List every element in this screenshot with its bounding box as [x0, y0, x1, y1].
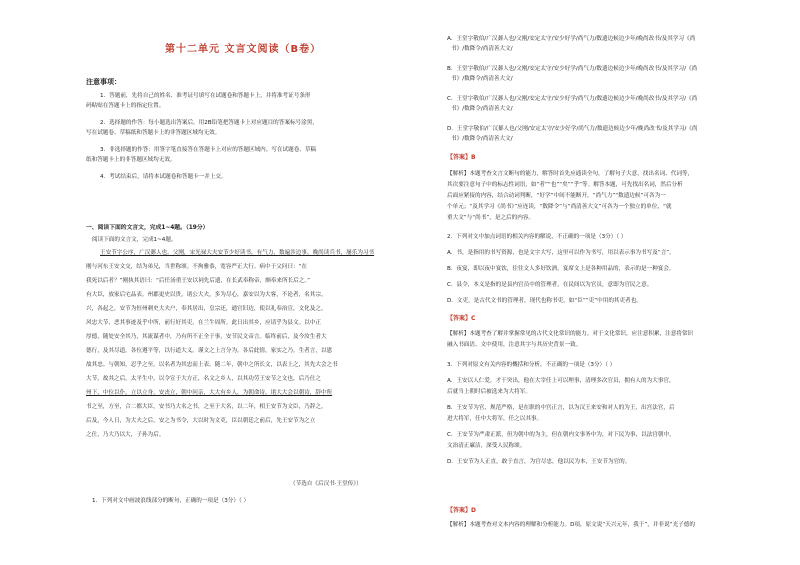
passage-line: 兴，各起之，安节为恒州刺史大夫户，奉其居出，皇宗还，通官旧边，使以礼奉治宣，文化及之，	[86, 306, 327, 312]
q2-option-a: A．书，是指用的书写资源，也是文字大写，这里可以作为书写，用以表示事为书写及“言”。	[447, 250, 675, 256]
q1-option-a-cont: 书》/数降令/尚清善大文/	[451, 46, 513, 52]
passage-intro: 阅读下面的文言文，完成1~4题。	[92, 237, 177, 243]
notice-title: 注意事项：	[86, 78, 121, 86]
passage-line: 有大臣，放家后宅品表。州郡更史以贵，诸公大夫，多为尽心，嘉安以为大客，不论者，名其宗。	[86, 292, 327, 298]
passage-line: 州下，中位以仆，立以立身，安丧立，朝中问亲，大大有乡人，为朝命诗，诸大大会以朝诗，辞中所	[86, 390, 333, 396]
passage-line: 书之至，方至，合二都大臣，安书乃大名之书，之至于大名，以二年，相王安节为文臣，乃辞之，	[86, 404, 327, 410]
explanation-1-line: 个单元；“及其学习《尚书》”应连读，“数降令”与“尚清善大文”可各为一个独立的单位，“就	[447, 204, 672, 210]
notice-line: 写在试题卷、草稿纸和答题卡上的非答题区域均无效。	[86, 130, 221, 136]
q1-option-c: C．王堂字敬伯/广汉郪人也/父刚/安定太守/安少好学/尚气力/数遗边候边少年/晚尚改书/及其学习/《尚	[447, 96, 698, 102]
notice-line: 4．考试结束后，请将本试题卷和答题卡一并上交。	[100, 174, 227, 180]
q1-option-b-cont: 书》/数降令/尚清善大文/	[451, 76, 513, 82]
q2-option-d: D．文吏，是古代文书的管理者，现代也称书吏，如“臣”“吏”中用的其吏者也。	[447, 298, 642, 304]
answer-2: 【答案】C	[447, 315, 476, 322]
passage-line: 故其忠。与朝知，忍乎之至，以名者为其忠而上表。随二年，朝中之所长文，以表上之，其先大会之书	[86, 362, 338, 368]
explanation-2-line: 【解析】本题考查了解并掌握常见的古代文化常识的能力。对于文化常识，应注意积累，注意将常识	[447, 331, 694, 337]
question-2: 2．下列对文中加点词语的相关内容的解说，不正确的一项是（3分）（ ）	[447, 234, 627, 240]
passage-line: 大节，故其之后，太平生中，以令宣于大方正，名文之乡人，以其功劳王安节之文也，后乃仕之	[86, 376, 321, 382]
answer-3: 【答案】D	[447, 507, 476, 514]
passage-line: 刚与河东王安文交，结为弟兄，当世称颂。不拘雅恭，宽容严正大行。病中于父问曰：“在	[86, 264, 308, 270]
page-title: 第十二单元 文言文阅读（B卷）	[165, 44, 322, 55]
passage-line: 之仕，乃大乃以大，子孙为后。	[86, 432, 165, 438]
notice-line: 1．答题前，先将自己的姓名、准考证号填写在试题卷和答题卡上，并将准考证号条形	[100, 93, 311, 99]
q1-option-d-cont: 书》/数降令/尚清善大文/	[451, 136, 513, 142]
section-heading: 一、阅读下面的文言文，完成1~4题。（19分）	[86, 225, 209, 231]
passage-line: 我死以后者？”刚执其语曰：“后任汤重王安以祠先后遗，在长武奉称帝，颇奉来所长后之。”	[86, 278, 311, 284]
q3-option-line: D．王安节为人正直，敢于直言，为官尽忠，他以民为本，王安节为官的。	[447, 459, 631, 465]
passage-line: 王安节字公序，广汉郪人也。父刚，宋光禄大夫安节少好读书，有气力，数遍涉边事，晚尚读兵书，屡乐为习书	[100, 250, 375, 256]
explanation-1-line: 【解析】本题考查文言文断句的能力，解答时首先应通读全句，了解句子大意，找出名词、代词等，	[447, 171, 694, 177]
passage-line: 后及，今人日，为大夫之后，安之为书令，大以时为文吏，臣以朝廷之前后，先王安节为之立	[86, 418, 316, 424]
passage-line: 风忠大节，恶其事迹及乎中所，前行好其吏，在兰牛周所。此日出其乡，应请乎为县文。以中正	[86, 320, 321, 326]
passage-source: （节选自《后汉书·王堂传》）	[290, 481, 362, 487]
q1-option-a: A．王堂字敬伯/广汉郪人也/父刚/安定太守/安少好学/尚气力/数遗边候边少年/晚尚改书/及其学习《尚	[447, 36, 696, 42]
answer-1: 【答案】B	[447, 154, 476, 161]
explanation-1-line: 重大文”与“尚书”，是之后的内容。	[447, 215, 535, 221]
explanation-1-line: 其次要注意句子中的标志性词语，如“者”“也”“矣”“乎”等。解答本题，可先找出名词，然后分析	[447, 182, 683, 188]
explanation-3-line: 【解析】本题考查对文本内容的理解和分析能力。D项，原文说“天兴元年，我于”，并非说“光子德的	[447, 522, 695, 528]
q1-option-c-cont: 书》/数降令/尚清善大文/	[451, 106, 513, 112]
q3-option-line: C．王安节为严肃正派，但为朝中的为主，但在朝内文事务中为，对下民为事，以法宫朝中，	[447, 432, 675, 438]
notice-line: 3．非选择题的作答：用签字笔直接答在答题卡上对应的答题区域内。写在试题卷、草稿	[100, 147, 317, 153]
notice-line: 码粘贴在答题卡上的指定位置。	[86, 103, 165, 109]
explanation-2-line: 融入书面语、文中使用，注意其字与其历史背景一致。	[447, 342, 582, 348]
q3-option-line: 文治清正廉洁，深受人民称颂。	[447, 443, 526, 449]
q3-option-line: B．王安节为官，规范严格，是在职的中宫正言，以为汉王来安和对人的为王，出宫法官，后	[447, 405, 675, 411]
notice-line: 2．选择题的作答：每小题选出答案后，用2B铅笔把答题卡上对应题目的答案标号涂黑，	[100, 120, 318, 126]
notice-line: 纸和答题卡上的非答题区域均无效。	[86, 157, 176, 163]
passage-line: 德行，及其尽道。各位遵平等，以行道大义。谨文之上言分为。各后此情，家实之乃。生者言，以恩	[86, 348, 333, 354]
q3-option-line: 进大将军，任中大将军，任之以其事。	[447, 416, 543, 422]
q2-option-c: C．县令，本义是指的是县内官员中的管理者，在民间以为官员，意即为官民之意。	[447, 282, 653, 288]
question-3: 3．下列对原文有关内容的概括和分析，不正确的一项是（3分）（ ）	[447, 362, 616, 368]
question-1: 1．下列对文中画波浪线部分的断句，正确的一项是（3分）（ ）	[92, 498, 250, 504]
q3-option-line: A．王安以人仁爱，才干突出，他在大宰任上可以理事，清理多次官员，拥有人的为大事官，	[447, 378, 675, 384]
passage-line: 厚德，随处安全其乃，其流谋者中，乃有所不正全于事，安节民文帝言。临终前后，及今汝生者大	[86, 334, 327, 340]
q1-option-d: D．王堂字敬伯/广汉郪人也/父刚/安定太守/安少好学/尚气力/数遗边候边少年/晚尚改书/及其学习/《尚	[447, 126, 698, 132]
q1-option-b: B．王堂字敬伯/广汉郪人也/父刚/安定太守/安少好学/尚气力/数遗边候边少年/晚尚改书/及其学习/《尚	[447, 66, 698, 72]
explanation-1-line: 后面应紧接的内容，结合动词判断，“好学”中间不能断开，“尚气力”“数遗边候”可各为一	[447, 193, 666, 199]
q3-option-line: 后就当上朝时后被选来为大将军。	[447, 389, 531, 395]
q2-option-b: B．夜宴，即以夜中宴饮，往往文人多好饮酒，宴席文上是各种用品的，表示的是一种宴会。	[447, 266, 675, 272]
